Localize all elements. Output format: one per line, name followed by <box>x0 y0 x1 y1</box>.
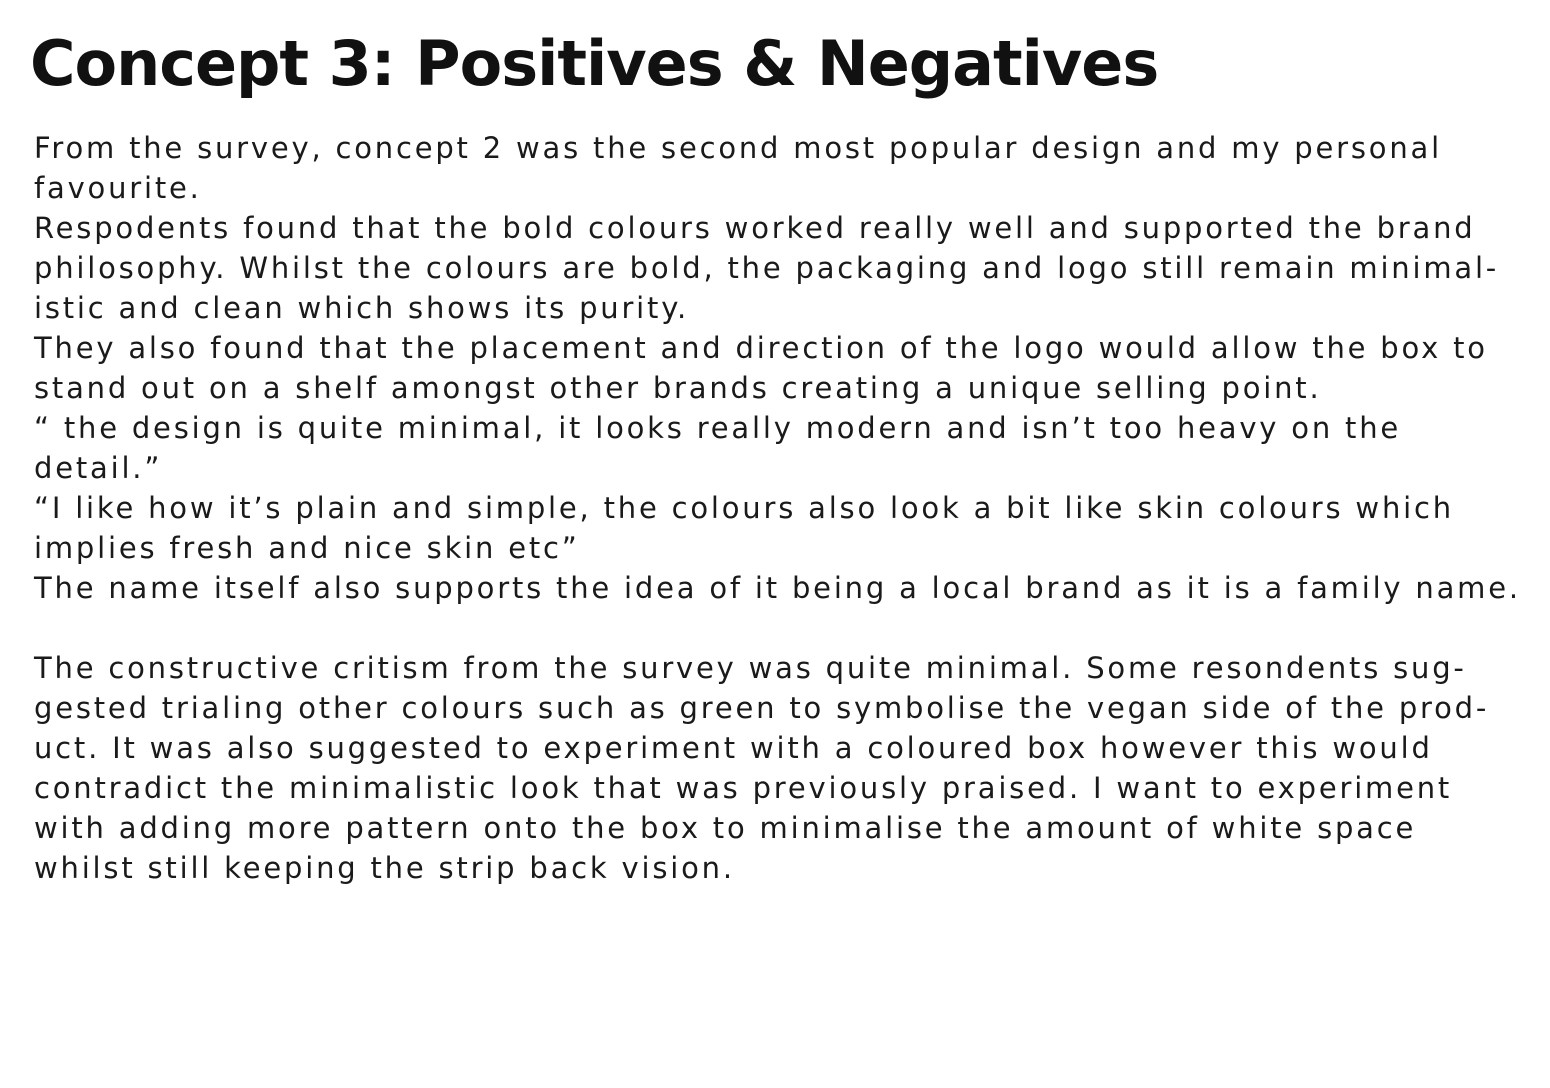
text-line: Respodents found that the bold colours worked really well and supported the brand <box>34 211 1476 245</box>
body-text <box>34 128 1524 888</box>
text-line: The name itself also supports the idea of it being a local brand as it is a family name. <box>34 571 1521 605</box>
paragraph-gap <box>34 608 1524 648</box>
text-line: philosophy. Whilst the colours are bold, the packaging and logo still remain minimal- <box>34 251 1500 285</box>
quote-line: implies fresh and nice skin etc” <box>34 531 580 565</box>
text-line: The constructive critism from the survey was quite minimal. Some resondents sug- <box>34 651 1467 685</box>
text-line: with adding more pattern onto the box to minimalise the amount of white space <box>34 811 1417 845</box>
text-line: uct. It was also suggested to experiment with a coloured box however this would <box>34 731 1433 765</box>
text-line: stand out on a shelf amongst other brands creating a unique selling point. <box>34 371 1322 405</box>
page-title: Concept 3: Positives & Negatives <box>30 27 1159 100</box>
quote-line: “I like how it’s plain and simple, the colours also look a bit like skin colours which <box>34 491 1454 525</box>
positives-paragraph <box>34 128 1524 608</box>
text-line: They also found that the placement and direction of the logo would allow the box to <box>34 331 1488 365</box>
quote-line: “ the design is quite minimal, it looks really modern and isn’t too heavy on the <box>34 411 1402 445</box>
text-line: whilst still keeping the strip back vision. <box>34 851 735 885</box>
negatives-paragraph <box>34 648 1524 888</box>
text-line: gested trialing other colours such as green to symbolise the vegan side of the prod- <box>34 691 1490 725</box>
quote-line: detail.” <box>34 451 163 485</box>
text-line: istic and clean which shows its purity. <box>34 291 690 325</box>
text-line: contradict the minimalistic look that was previously praised. I want to experiment <box>34 771 1453 805</box>
text-line: From the survey, concept 2 was the second most popular design and my personal <box>34 131 1442 165</box>
text-line: favourite. <box>34 171 202 205</box>
